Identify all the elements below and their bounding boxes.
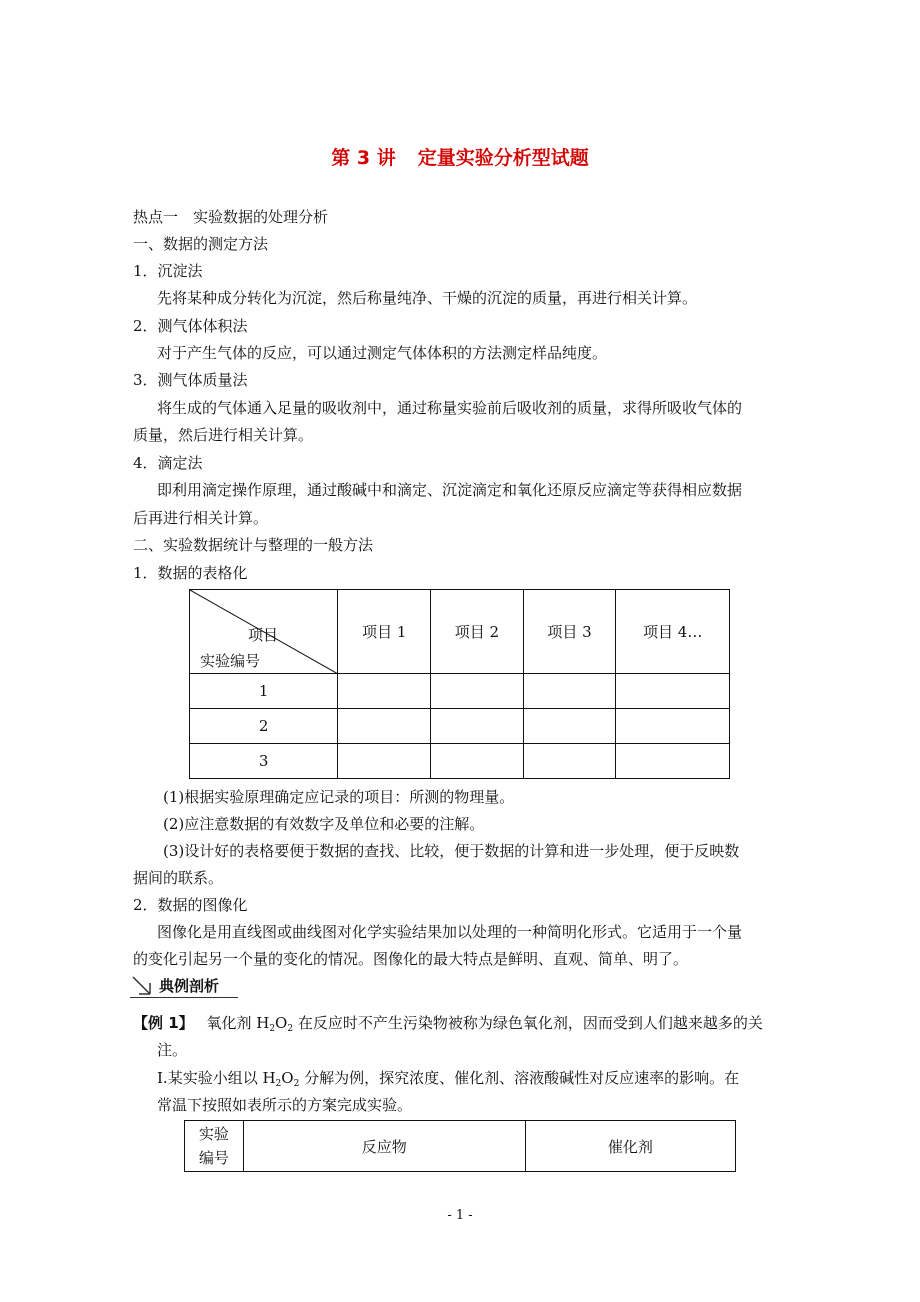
table-row [190,674,730,709]
method1-label: 1．沉淀法 [133,262,203,280]
example-line-1: 【例 1】 氧化剂 $H_2O_2$ 在反应时不产生污染物被称为绿色氧化剂，因而受到人们越来越多的关 [133,1014,763,1034]
graph-text-1: 图像化是用直线图或曲线图对化学实验结果加以处理的一种简明化形式。它适用于一个量 [157,923,743,941]
note-3-line-2: 据间的联系。 [133,869,224,887]
page-title: 第 3 讲 定量实验分析型试题 [331,147,589,169]
method4-text-1: 即利用滴定操作原理，通过酸碱中和滴定、沉淀滴定和氧化还原反应滴定等获得相应数据 [157,481,743,499]
part1-heading: 一、数据的测定方法 [133,235,269,253]
section-underline [130,997,238,998]
table-cell [431,674,524,709]
corner-bottom-label: 实验编号 [200,652,261,670]
table-cell [338,709,431,744]
table-cell [338,744,431,779]
example-line-4: 常温下按照如表所示的方案完成实验。 [157,1096,413,1114]
note-2: (2)应注意数据的有效数字及单位和必要的注解。 [163,815,485,833]
catalyst-header: 催化剂 [525,1121,735,1172]
part2-heading: 二、实验数据统计与整理的一般方法 [133,536,374,554]
example-line-2: 注。 [157,1041,188,1059]
method4-text-2: 后再进行相关计算。 [133,509,269,527]
row-number: 1 [190,674,338,709]
table-header: 项目 1 [338,590,431,674]
table-cell [523,744,616,779]
note-3-line-1: (3)设计好的表格要便于数据的查找、比较，便于数据的计算和进一步处理，便于反映数 [163,842,740,860]
reactant-header: 反应物 [243,1121,525,1172]
table-cell [523,709,616,744]
section-badge [130,974,250,998]
method4-label: 4．滴定法 [133,454,203,472]
example-tag: 【例 1】 [133,1014,194,1032]
method3-label: 3．测气体质量法 [133,371,248,389]
note-1: (1)根据实验原理确定应记录的项目：所测的物理量。 [163,788,515,806]
method2-label: 2．测气体体积法 [133,317,248,335]
method3-text-1: 将生成的气体通入足量的吸收剂中，通过称量实验前后吸收剂的质量，求得所吸收气体的 [157,399,743,417]
method1-text: 先将某种成分转化为沉淀，然后称量纯净、干燥的沉淀的质量，再进行相关计算。 [157,289,698,307]
graph-method-label: 2．数据的图像化 [133,896,248,914]
table-header: 项目 4… [616,590,730,674]
table-cell [431,744,524,779]
page-number: - 1 - [447,1208,473,1223]
method3-text-2: 质量，然后进行相关计算。 [133,426,314,444]
arrow-corner-icon [130,975,154,997]
hotspot-heading: 热点一 实验数据的处理分析 [133,208,329,226]
exp-number-header: 实验 编号 [185,1121,244,1172]
table-header: 项目 2 [431,590,524,674]
table-cell [338,674,431,709]
method2-text: 对于产生气体的反应，可以通过测定气体体积的方法测定样品纯度。 [157,344,608,362]
example-line-3: Ⅰ.某实验小组以 $H_2O_2$ 分解为例，探究浓度、催化剂、溶液酸碱性对反应速率的影响。在 [157,1069,740,1089]
table-header: 项目 3 [523,590,616,674]
corner-top-label: 项目 [248,626,279,644]
table-cell [616,744,730,779]
table-method-label: 1．数据的表格化 [133,564,248,582]
table-cell [616,674,730,709]
row-number: 2 [190,709,338,744]
experiment-table [184,1120,736,1172]
data-table [189,589,730,779]
row-number: 3 [190,744,338,779]
graph-text-2: 的变化引起另一个量的变化的情况。图像化的最大特点是鲜明、直观、简单、明了。 [133,950,689,968]
table-cell [616,709,730,744]
table-row [190,744,730,779]
section-label: 典例剖析 [159,977,220,995]
table-cell [431,709,524,744]
table-cell [523,674,616,709]
corner-cell [190,590,338,674]
table-row [190,709,730,744]
